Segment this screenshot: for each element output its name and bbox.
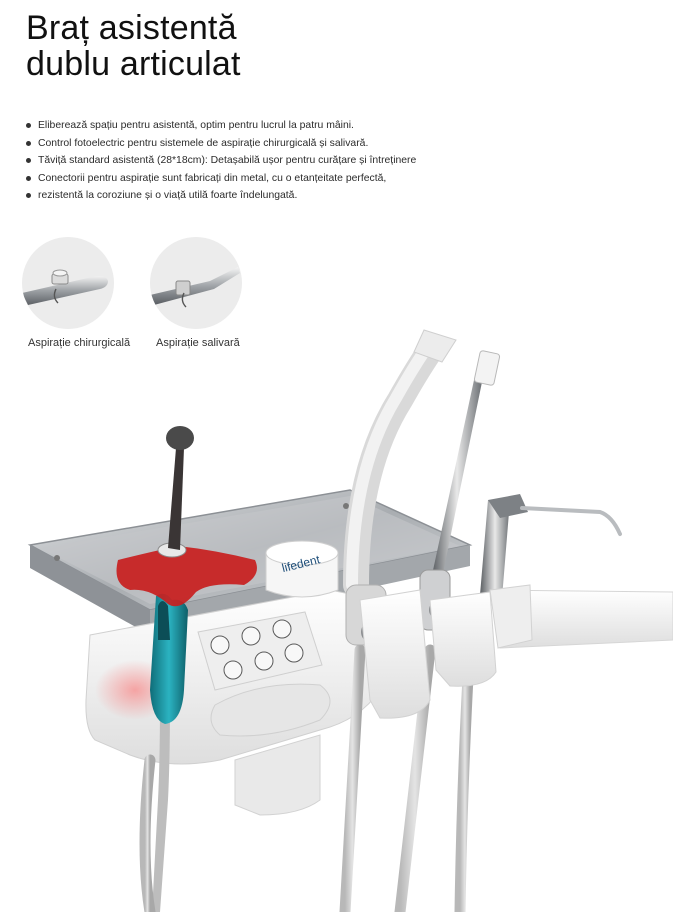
feature-item-continuation: rezistentă la coroziune și o viață utilă foarte îndelungată. [26, 187, 416, 205]
feature-list [26, 117, 416, 205]
feature-item: Conectorii pentru aspirație sunt fabricați din metal, cu o etanțeitate perfectă, [26, 170, 416, 188]
surgical-suction-label: Aspirație chirurgicală [28, 337, 131, 349]
cup-icon [242, 627, 260, 645]
page-title [26, 10, 241, 82]
rinse-icon [273, 620, 291, 638]
feature-item: Control fotoelectric pentru sistemele de aspirație chirurgicală și salivară. [26, 135, 416, 153]
saliva-ejector-thumbnail [150, 237, 242, 329]
surgical-suction-connector-icon [22, 237, 114, 329]
title-line-2: dublu articulat [26, 45, 241, 83]
lifedent-canister [266, 541, 338, 597]
feature-item: Tăviță standard asistentă (28*18cm): Detașabilă ușor pentru curățare și întreținere [26, 152, 416, 170]
light-icon [224, 661, 242, 679]
saliva-ejector-connector-icon [150, 237, 242, 329]
saliva-ejector-label: Aspirație salivară [156, 337, 240, 349]
title-line-1: Braț asistentă [26, 9, 237, 47]
water-icon [285, 644, 303, 662]
air-water-syringe [480, 494, 620, 598]
chair-icon [211, 636, 229, 654]
feature-item: Eliberează spațiu pentru asistentă, optim pentru lucrul la patru mâini. [26, 117, 416, 135]
surgical-suction-thumbnail [22, 237, 114, 329]
assistant-arm-illustration [0, 318, 673, 912]
position-icon [255, 652, 273, 670]
brand-logo: lifedent [280, 552, 322, 576]
